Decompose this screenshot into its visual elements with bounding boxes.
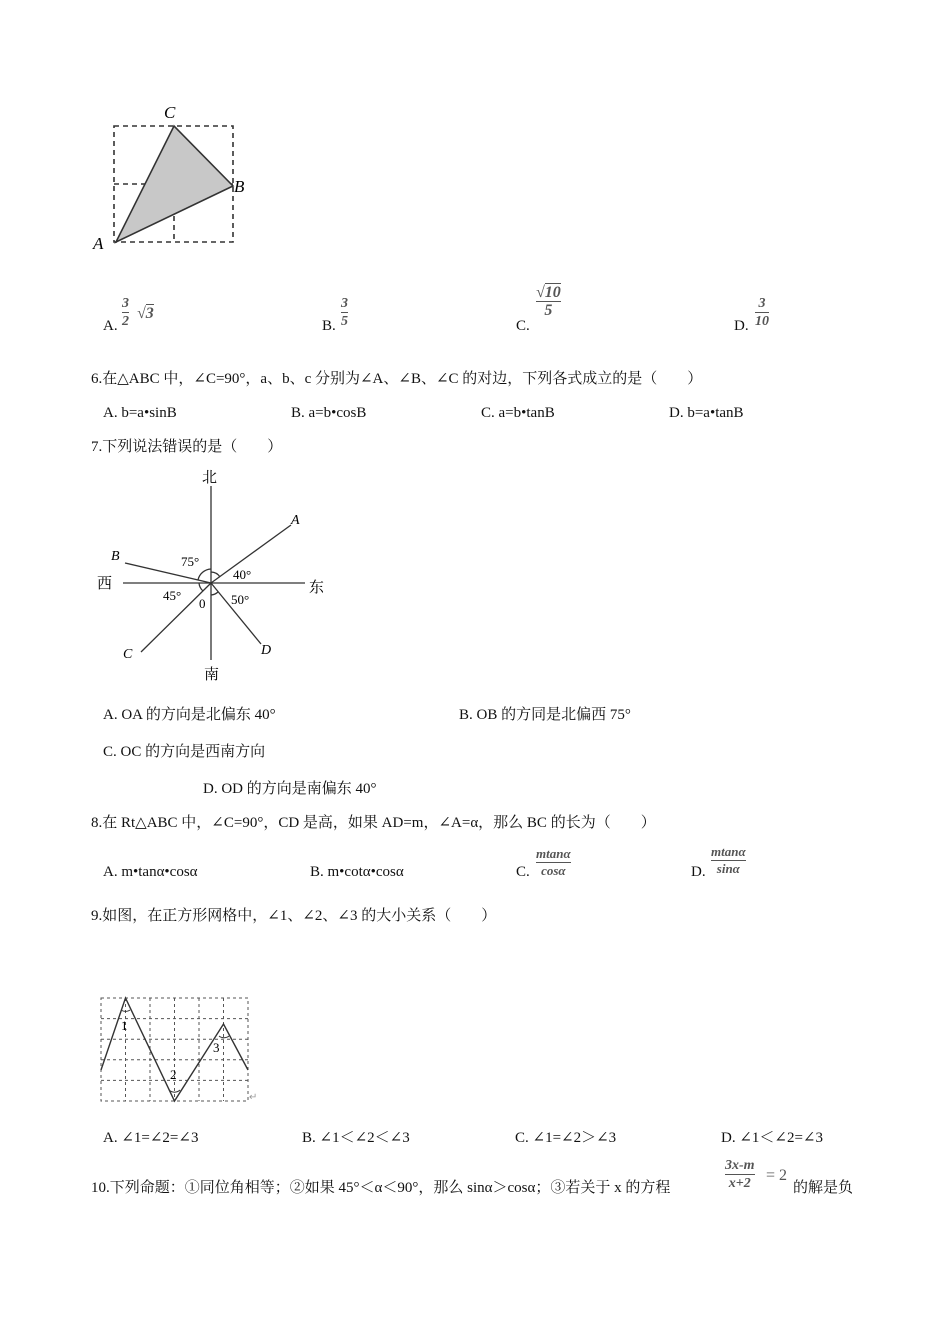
- q5-option-b-fraction: [341, 296, 348, 329]
- angle-1-label: 1: [121, 1018, 128, 1033]
- angle-3-label: 3: [213, 1040, 220, 1055]
- q5-option-d-letter: D.: [734, 318, 749, 334]
- q5-option-a-letter: A.: [103, 318, 118, 334]
- q5-option-b-letter: B.: [322, 318, 336, 334]
- q9-option-c: C. ∠1=∠2＞∠3: [515, 1130, 617, 1146]
- q7-option-a: A. OA 的方向是北偏东 40°: [103, 707, 276, 723]
- q6-option-c: C. a=b•tanB: [481, 405, 555, 421]
- label-c: C: [164, 103, 176, 122]
- q5-option-a-fraction: [122, 296, 129, 329]
- point-c-label: C: [123, 647, 133, 662]
- point-a-label: A: [291, 513, 300, 528]
- q8-option-d-fraction: [711, 845, 746, 876]
- q8-option-c-fraction: [536, 847, 571, 878]
- q7-option-c: C. OC 的方向是西南方向: [103, 744, 266, 760]
- q5-c-den: 5: [544, 302, 553, 319]
- q5-d-num: 3: [758, 296, 766, 311]
- west-label: 西: [97, 574, 113, 592]
- q10-equals-two: = 2: [766, 1167, 788, 1184]
- q8-d-den: sinα: [716, 861, 740, 876]
- label-a: A: [93, 234, 104, 253]
- q5-a-rad: 3: [145, 305, 154, 322]
- q5-option-c-fraction: [536, 285, 561, 318]
- q8-c-den: cosα: [541, 863, 566, 878]
- zigzag-line: [101, 998, 248, 1101]
- q5-b-num: 3: [341, 296, 348, 311]
- angle-45: 45°: [163, 588, 182, 603]
- q7-compass-figure: [95, 462, 335, 684]
- q5-a-num: 3: [122, 296, 129, 311]
- q8-option-b: B. m•cotα•cosα: [310, 864, 404, 880]
- q9-option-d: D. ∠1＜∠2=∠3: [721, 1130, 823, 1146]
- q9-stem: 9.如图，在正方形网格中，∠1、∠2、∠3 的大小关系（ ）: [91, 908, 497, 924]
- point-d-label: D: [261, 643, 272, 658]
- q6-option-a: A. b=a•sinB: [103, 405, 177, 421]
- east-label: 东: [309, 578, 325, 596]
- q5-d-den: 10: [755, 314, 769, 329]
- q8-option-c-letter: C.: [516, 864, 530, 880]
- q10-frac-den: x+2: [728, 1176, 751, 1191]
- q8-d-num: mtanα: [711, 844, 746, 859]
- q10-stem-part2: 的解是负: [793, 1180, 854, 1196]
- origin-label: 0: [199, 596, 206, 611]
- q6-stem: 6.在△ABC 中，∠C=90°，a、b、c 分别为∠A、∠B、∠C 的对边，下列各式成立的是（ ）: [91, 371, 703, 387]
- q5-option-a-radical: √3: [137, 305, 154, 322]
- q5-a-den: 2: [122, 314, 129, 329]
- angle-75: 75°: [181, 554, 200, 569]
- return-mark-icon: ↵: [249, 1092, 258, 1103]
- q5-triangle-figure: [90, 98, 260, 258]
- q9-option-a: A. ∠1=∠2=∠3: [103, 1130, 199, 1146]
- q7-stem: 7.下列说法错误的是（ ）: [91, 439, 283, 455]
- q8-option-a: A. m•tanα•cosα: [103, 864, 198, 880]
- q6-option-d: D. b=a•tanB: [669, 405, 744, 421]
- point-b-label: B: [111, 549, 120, 564]
- q8-option-d-letter: D.: [691, 864, 706, 880]
- q9-grid-figure: [98, 994, 263, 1106]
- angle-50: 50°: [231, 592, 250, 607]
- q7-option-b: B. OB 的方同是北偏西 75°: [459, 707, 631, 723]
- q10-stem-part1: 10.下列命题：①同位角相等；②如果 45°＜α＜90°，那么 sinα＞cosα；③若关于 x 的方程: [91, 1180, 671, 1196]
- north-label: 北: [202, 468, 218, 486]
- q5-b-den: 5: [341, 314, 348, 329]
- q8-stem: 8.在 Rt△ABC 中，∠C=90°，CD 是高，如果 AD=m，∠A=α，那么 BC 的长为（ ）: [91, 815, 656, 831]
- q5-c-num: 10: [544, 284, 561, 301]
- q5-option-c-letter: C.: [516, 318, 530, 334]
- south-label: 南: [204, 665, 220, 683]
- label-b: B: [234, 177, 245, 196]
- angle-40: 40°: [233, 567, 252, 582]
- q5-option-d-fraction: [755, 296, 769, 329]
- q8-c-num: mtanα: [536, 846, 571, 861]
- q5-c-num-wrap: √10: [536, 284, 561, 301]
- q10-equation-fraction: [725, 1158, 755, 1191]
- q9-option-b: B. ∠1＜∠2＜∠3: [302, 1130, 410, 1146]
- q6-option-b: B. a=b•cosB: [291, 405, 367, 421]
- q10-frac-num: 3x-m: [725, 1158, 755, 1173]
- angle-2-label: 2: [170, 1067, 177, 1082]
- q7-option-d: D. OD 的方向是南偏东 40°: [203, 781, 377, 797]
